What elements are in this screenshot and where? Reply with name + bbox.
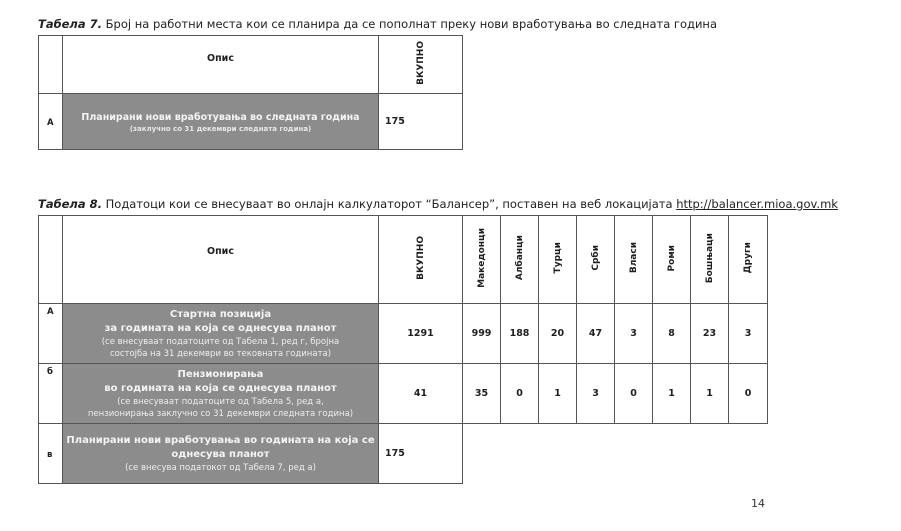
table8-caption-label: Табела 8. xyxy=(38,197,102,211)
table7-caption xyxy=(38,17,717,31)
table8-column-header: Бошњаци xyxy=(704,232,715,284)
table8-cell: 175 xyxy=(379,424,463,484)
table8-cell: 1 xyxy=(539,364,577,424)
table7-corner-cell xyxy=(39,36,63,94)
table8-header-serbs xyxy=(577,216,615,304)
table8-row-sub-line: (се внесуваат податоците од Табела 5, ред а, xyxy=(117,396,324,407)
table8-column-header: Македонци xyxy=(476,228,487,288)
table8-cell: 0 xyxy=(501,364,539,424)
table8-row-letter: А xyxy=(39,304,63,364)
table8-cell: 3 xyxy=(577,364,615,424)
table8-header-row xyxy=(39,216,768,304)
table8-header-opis: Опис xyxy=(63,216,379,304)
table8-cell: 8 xyxy=(653,304,691,364)
balancer-link[interactable]: http://balancer.mioa.gov.mk xyxy=(676,197,838,211)
table8-corner-cell xyxy=(39,216,63,304)
table8-header-albanians xyxy=(501,216,539,304)
table8-cell: 35 xyxy=(463,364,501,424)
table8-caption-text: Податоци кои се внесуваат во онлајн калкулаторот “Балансер”, поставен на веб локацијата xyxy=(102,197,677,211)
table8-cell: 1291 xyxy=(379,304,463,364)
table8-caption xyxy=(38,197,838,211)
page-number: 14 xyxy=(751,497,765,510)
table7-header-opis: Опис xyxy=(63,36,379,94)
table7 xyxy=(38,35,463,150)
table8-row-description xyxy=(63,364,379,424)
table8-cell: 20 xyxy=(539,304,577,364)
table8-cell: 23 xyxy=(691,304,729,364)
table8-row-description xyxy=(63,424,379,484)
table8 xyxy=(38,215,768,484)
table8-empty-cell xyxy=(463,424,768,484)
table8-row-a xyxy=(39,304,768,364)
table8-cell: 47 xyxy=(577,304,615,364)
table8-row-main-line: Стартна позиција xyxy=(169,308,272,320)
table8-row-letter: в xyxy=(39,424,63,484)
table8-row-main-line: Планирани нови вработувања во годината на која се xyxy=(66,434,375,446)
table7-row-description xyxy=(63,94,379,150)
table8-row-description xyxy=(63,304,379,364)
table8-row-main-line: за годината на која се однесува планот xyxy=(104,322,337,334)
table8-column-header: Други xyxy=(743,242,753,274)
table8-row-main-line: однесува планот xyxy=(171,448,270,460)
table8-row-sub-line: состојба на 31 декември во тековната годината) xyxy=(109,348,332,359)
table8-row-main-line: Пензионирања xyxy=(177,368,264,380)
table7-row-value: 175 xyxy=(379,94,463,150)
table7-row-sub: (заклучно со 31 декември следната година) xyxy=(129,124,312,133)
table8-row-sub-line: (се внесуваат податоците од Табела 1, ред г, бројна xyxy=(101,336,340,347)
table7-caption-label: Табела 7. xyxy=(38,17,102,31)
table8-column-header: ВКУПНО xyxy=(415,236,426,280)
table8-cell: 0 xyxy=(729,364,768,424)
table8-cell: 3 xyxy=(729,304,768,364)
table8-header-total xyxy=(379,216,463,304)
table8-column-header: Роми xyxy=(666,244,677,272)
table8-column-header: Турци xyxy=(552,242,563,274)
table7-row-letter: А xyxy=(39,94,63,150)
table8-row-letter: б xyxy=(39,364,63,424)
table8-header-bosniaks xyxy=(691,216,729,304)
table8-row-main-line: во годината на која се однесува планот xyxy=(104,382,337,394)
table8-column-header: Албанци xyxy=(514,235,525,281)
table7-row-a xyxy=(39,94,463,150)
table8-header-vlachs xyxy=(615,216,653,304)
table8-row-sub-line: (се внесува податокот од Табела 7, ред а) xyxy=(125,462,316,473)
table8-header-macedonians xyxy=(463,216,501,304)
table7-header-total-label: ВКУПНО xyxy=(415,41,426,85)
table8-cell: 1 xyxy=(691,364,729,424)
table7-caption-text: Број на работни места кои се планира да се пополнат преку нови вработувања во следната година xyxy=(102,17,717,31)
table8-cell: 41 xyxy=(379,364,463,424)
table8-column-header: Власи xyxy=(628,242,639,274)
table7-header-total xyxy=(379,36,463,94)
table8-column-header: Срби xyxy=(590,245,601,271)
table8-cell: 3 xyxy=(615,304,653,364)
table8-header-others xyxy=(729,216,768,304)
table8-row-sub-line: пензионирања заклучно со 31 декември следната година) xyxy=(87,408,354,419)
table8-row-b xyxy=(39,364,768,424)
table8-cell: 1 xyxy=(653,364,691,424)
table8-header-roma xyxy=(653,216,691,304)
table8-cell: 188 xyxy=(501,304,539,364)
table8-header-turks xyxy=(539,216,577,304)
table7-header-row xyxy=(39,36,463,94)
table7-row-main: Планирани нови вработувања во следната година xyxy=(81,111,360,123)
table8-row-v xyxy=(39,424,768,484)
table8-cell: 999 xyxy=(463,304,501,364)
table8-cell: 0 xyxy=(615,364,653,424)
